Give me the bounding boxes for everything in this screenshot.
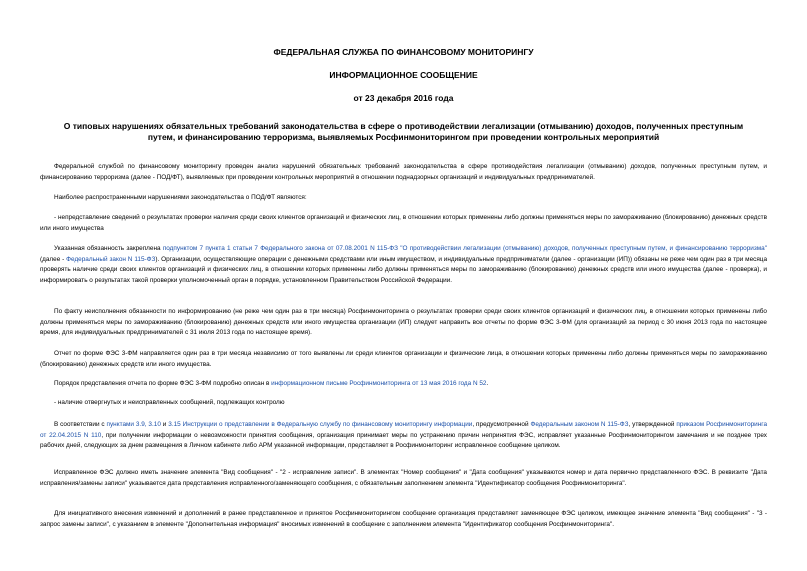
link-law-115-fz[interactable]: Федеральный закон N 115-ФЗ bbox=[66, 255, 156, 263]
paragraph-1: Федеральной службой по финансовому мониторингу проведен анализ нарушений обязательных требований законодательства в сфере противодействия легализации (отмыванию) доходов, полученных преступным путем, и финансированию терроризма (далее - ПОД/ФТ), выявляемых при проведении контрольных мероприятий в отношении поднадзорных организаций и индивидуальных предпринимателей. bbox=[40, 163, 767, 181]
paragraph-3: - непредставление сведений о результатах проверки наличия среди своих клиентов организаций и физических лиц, в отношении которых применены либо должны применяться меры по замораживанию (блокированию) денежных средств или иного имущества bbox=[40, 214, 767, 232]
subject-line-2: путем, и финансированию терроризма, выявляемых Росфинмониторингом при проведении контрольных мероприятий bbox=[147, 132, 660, 142]
link-instruction-points[interactable]: пунктами 3.9, 3.10 bbox=[106, 421, 161, 428]
paragraph-4 bbox=[40, 244, 767, 286]
paragraph-9-text-c: , предусмотренной bbox=[472, 421, 531, 428]
paragraph-11: Для инициативного внесения изменений и дополнений в ранее представленное и принятое Росфинмониторингом сообщение организация представляет заменяющее ФЭС целиком, имеющее значение элемента "Вид сообщения" - "3 - запрос замены записи", с указанием в элементе "Дополнительная информация" вносимых изменений в сообщение с заполнением элемента "Идентификатор сообщения Росфинмониторинга". bbox=[40, 510, 767, 528]
paragraph-4-text-c: ). Организации, осуществляющие операции с денежными средствами или иным имуществом, и индивидуальные предприниматели (далее - организации (ИП)) обязаны не реже чем один раз в три месяца проверять наличие среди своих клиентов организаций и физических лиц, в отношении которых применены либо должны применяться меры по замораживанию (блокированию) денежных средств или иного имущества (далее - проверка), и информировать о результатах такой проверки уполномоченный орган в порядке, установленном Правительством Российской Федерации. bbox=[40, 255, 767, 284]
paragraph-9-text-a: В соответствии с bbox=[54, 421, 107, 428]
subject-line-1: О типовых нарушениях обязательных требований законодательства в сфере о противодействии легализации (отмыванию) доходов, полученных преступным bbox=[63, 121, 744, 131]
link-order-110[interactable]: приказом Росфинмониторинга от 22.04.2015 N 110 bbox=[40, 421, 768, 439]
doc-type-title: ИНФОРМАЦИОННОЕ СООБЩЕНИЕ bbox=[329, 70, 478, 80]
paragraph-9 bbox=[40, 420, 767, 452]
paragraph-9-text-d: , утвержденной bbox=[628, 421, 677, 428]
org-title: ФЕДЕРАЛЬНАЯ СЛУЖБА ПО ФИНАНСОВОМУ МОНИТОРИНГУ bbox=[273, 47, 534, 57]
paragraph-4-text-a: Указанная обязанность закреплена bbox=[54, 245, 163, 252]
paragraph-4-text-b: (далее - bbox=[40, 255, 67, 263]
link-info-letter-52[interactable]: информационном письме Росфинмониторинга от 13 мая 2016 года N 52 bbox=[271, 380, 487, 387]
paragraph-9-text-b: и bbox=[160, 421, 169, 428]
paragraph-7-text-a: Порядок представления отчета по форме ФЭС 3-ФМ подробно описан в bbox=[54, 380, 272, 387]
paragraph-9-text-e: , при получении информации о невозможности принятия сообщения, организация принимает меры по устранению причин непринятия ФЭС, исправляет указанные Росфинмониторингом замечания и не позднее трех рабочих дней, следующих за днем размещения в Личном кабинете либо АРМ указанной информации, представляет в Росфинмониторинг исправленное сообщение целиком. bbox=[40, 431, 767, 449]
link-law-115-fz-article[interactable]: подпунктом 7 пункта 1 статьи 7 Федерального закона от 07.08.2001 N 115-ФЗ "О противодействии легализации (отмыванию) доходов, полученных преступным путем, и финансированию терроризма" bbox=[162, 245, 768, 252]
paragraph-7 bbox=[40, 379, 767, 390]
paragraph-10: Исправленное ФЭС должно иметь значение элемента "Вид сообщения" - "2 - исправление записи". В элементах "Номер сообщения" и "Дата сообщения" указываются номер и дата первично представленного ФЭС. В реквизите "Дата исправления/замены записи" указывается дата представления исправленного/заменяющего сообщения, с обязательным заполнением элемента "Идентификатор сообщения Росфинмониторинга". bbox=[40, 469, 767, 487]
paragraph-7-text-b: . bbox=[486, 380, 489, 387]
paragraph-2: Наиболее распространенными нарушениями законодательства о ПОД/ФТ являются: bbox=[54, 194, 307, 201]
paragraph-6: Отчет по форме ФЭС 3-ФМ направляется один раз в три месяца независимо от того выявлены ли среди клиентов организации и физические лица, в отношении которых применены либо должны применяться меры по замораживанию (блокированию) денежных средств или иного имущества. bbox=[40, 350, 767, 368]
doc-date: от 23 декабря 2016 года bbox=[353, 93, 454, 103]
paragraph-5: По факту неисполнения обязанности по информированию (не реже чем один раз в три месяца) Росфинмониторинга о результатах проверки среди своих клиентов организаций и физических лиц, в отношении которых применены либо должны применяться меры по замораживанию (блокированию) денежных средств или иного имущества организации (ИП) следует направить все отчеты по форме ФЭС 3-ФМ (для организаций за период с 30 июня 2013 года по настоящее время, для индивидуальных предпринимателей с 31 июля 2013 года по настоящее время). bbox=[40, 308, 767, 336]
link-federal-law[interactable]: Федеральным законом N 115-ФЗ bbox=[530, 421, 629, 428]
paragraph-8: - наличие отвергнутых и неисправленных сообщений, подлежащих контролю bbox=[54, 399, 285, 406]
subject-heading bbox=[40, 121, 767, 143]
link-instruction[interactable]: 3.15 Инструкции о представлении в Федеральную службу по финансовому мониторингу информации bbox=[168, 421, 473, 428]
